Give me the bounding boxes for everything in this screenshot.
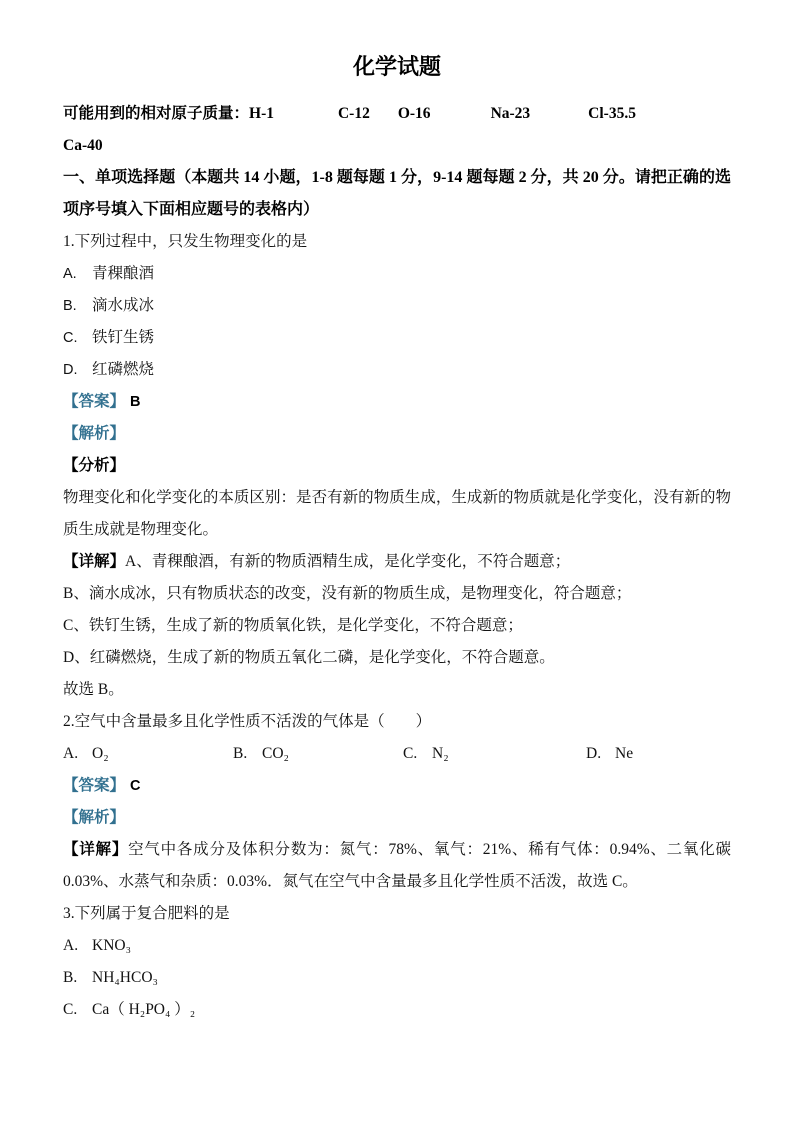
option-text: 青稞酿酒 xyxy=(92,265,155,282)
option-text: N₂ xyxy=(432,745,449,762)
q1-jiexi-line xyxy=(63,418,731,450)
option-letter: B. xyxy=(63,298,77,314)
option-letter: A. xyxy=(63,745,79,762)
q1-detail-line-d: D、红磷燃烧，生成了新的物质五氧化二磷，是化学变化，不符合题意。 xyxy=(63,649,555,666)
q1-option-d xyxy=(63,354,731,386)
atomic-mass-prefix: 可能用到的相对原子质量： xyxy=(63,105,250,122)
option-letter: D. xyxy=(63,362,78,378)
q1-detail-line-c: C、铁钉生锈，生成了新的物质氧化铁，是化学变化，不符合题意； xyxy=(63,617,523,634)
page-title: 化学试题 xyxy=(352,54,441,79)
option-letter: C. xyxy=(63,330,78,346)
q1-conclusion: 故选 B。 xyxy=(63,681,124,698)
q2-option-c xyxy=(403,738,586,770)
atomic-mass-line xyxy=(63,98,731,130)
q3-option-c xyxy=(63,994,731,1026)
q2-options-row xyxy=(63,738,731,770)
q2-option-b xyxy=(233,738,403,770)
q3-option-b xyxy=(63,962,731,994)
q2-jiexi-line xyxy=(63,802,731,834)
option-letter: A. xyxy=(63,266,77,282)
q2-detail-text xyxy=(63,834,731,898)
q1-fenxi-line xyxy=(63,450,731,482)
atomic-mass-c: C-12 xyxy=(337,105,370,122)
question-2-stem: 2.空气中含量最多且化学性质不活泼的气体是（ ） xyxy=(63,713,432,730)
answer-label: 【答案】 xyxy=(63,777,126,794)
detail-text: A、青稞酿酒，有新的物质酒精生成，是化学变化，不符合题意； xyxy=(125,553,571,570)
option-letter: B. xyxy=(63,969,78,986)
q1-answer-line xyxy=(63,386,731,418)
section-heading: 一、单项选择题（本题共 14 小题，1-8 题每题 1 分，9-14 题每题 2 分，共 20 分。请把正确的选项序号填入下面相应题号的表格内） xyxy=(63,169,731,218)
option-text: KNO₃ xyxy=(92,937,131,954)
q1-option-b xyxy=(63,290,731,322)
jiexi-label: 【解析】 xyxy=(63,809,126,826)
option-letter: C. xyxy=(403,745,418,762)
atomic-mass-na: Na-23 xyxy=(490,105,531,122)
option-letter: D. xyxy=(586,745,602,762)
option-text: 铁钉生锈 xyxy=(92,329,155,346)
option-text: 红磷燃烧 xyxy=(92,361,155,378)
answer-value: B xyxy=(130,394,141,410)
atomic-mass-continuation: Ca-40 xyxy=(63,137,103,154)
option-text: CO₂ xyxy=(262,745,289,762)
q1-detail-line-a xyxy=(63,546,731,578)
atomic-mass-cl: Cl-35.5 xyxy=(588,105,636,122)
answer-label: 【答案】 xyxy=(63,393,126,410)
question-1-stem: 1.下列过程中，只发生物理变化的是 xyxy=(63,233,308,250)
atomic-mass-h: H-1 xyxy=(249,105,274,122)
option-text: O₂ xyxy=(92,745,109,762)
option-text: 滴水成冰 xyxy=(92,297,155,314)
detail-text: 空气中各成分及体积分数为：氮气：78%、氧气：21%、稀有气体：0.94%、二氧化碳 0.03%、水蒸气和杂质：0.03%．氮气在空气中含量最多且化学性质不活泼，故选 C。 xyxy=(63,841,731,890)
question-3-stem: 3.下列属于复合肥料的是 xyxy=(63,905,230,922)
option-letter: B. xyxy=(233,745,248,762)
q2-answer-line xyxy=(63,770,731,802)
q1-option-a xyxy=(63,258,731,290)
q2-option-d xyxy=(586,738,633,770)
fenxi-label: 【分析】 xyxy=(63,457,126,474)
option-text: Ne xyxy=(615,745,634,762)
q1-option-c xyxy=(63,322,731,354)
q1-detail-line-b: B、滴水成冰，只有物质状态的改变，没有新的物质生成，是物理变化，符合题意； xyxy=(63,585,632,602)
q2-option-a xyxy=(63,738,233,770)
option-letter: A. xyxy=(63,937,79,954)
q3-option-a xyxy=(63,930,731,962)
q1-fenxi-text: 物理变化和化学变化的本质区别：是否有新的物质生成，生成新的物质就是化学变化，没有新的物质生成就是物理变化。 xyxy=(63,489,731,538)
answer-value: C xyxy=(130,778,141,794)
atomic-mass-o: O-16 xyxy=(397,105,431,122)
option-text: NH₄HCO₃ xyxy=(92,969,158,986)
jiexi-label: 【解析】 xyxy=(63,425,126,442)
detail-label: 【详解】 xyxy=(63,553,126,570)
detail-label: 【详解】 xyxy=(63,841,129,858)
option-text: Ca（ H₂PO₄ ）₂ xyxy=(92,1001,196,1018)
option-letter: C. xyxy=(63,1001,78,1018)
